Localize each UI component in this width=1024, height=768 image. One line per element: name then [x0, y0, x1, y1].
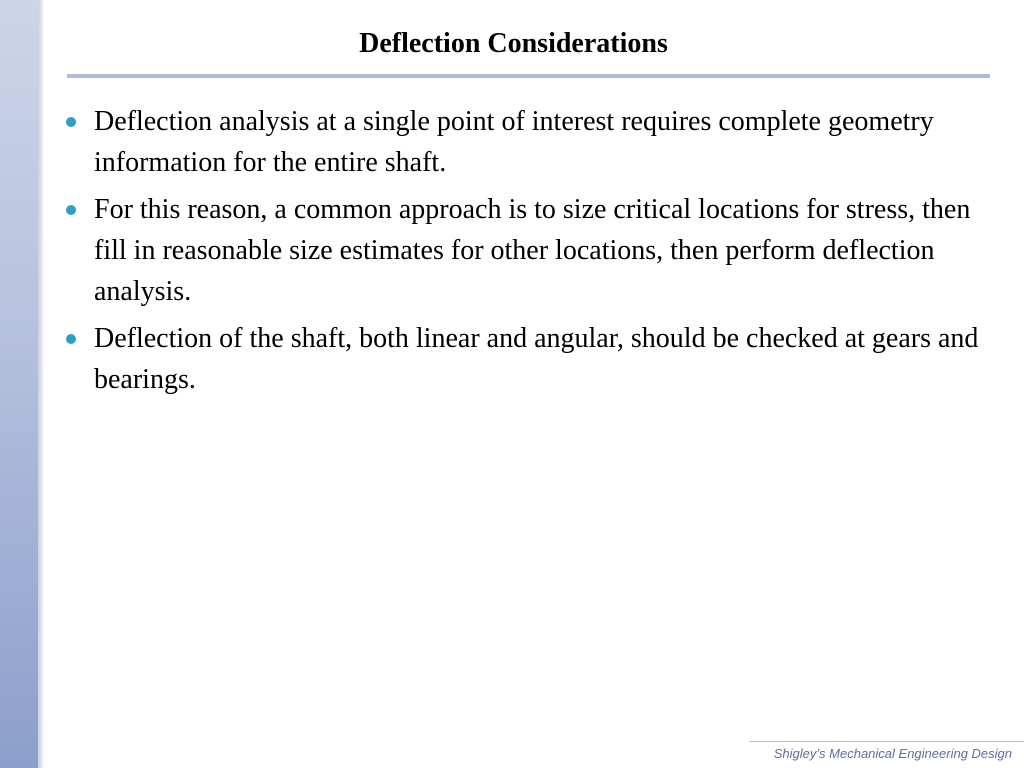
bullet-item	[66, 101, 996, 183]
title-underline	[67, 74, 990, 78]
footer-rule	[749, 741, 1024, 742]
bullet-text: Deflection analysis at a single point of interest requires complete geometry information for the entire shaft.	[94, 106, 934, 178]
bullet-dot-icon	[66, 205, 76, 215]
bullet-list	[66, 101, 996, 406]
slide-title: Deflection Considerations	[359, 28, 668, 59]
bullet-item	[66, 189, 996, 312]
left-accent-bar	[0, 0, 38, 768]
bullet-text: For this reason, a common approach is to size critical locations for stress, then fill in reasonable size estimates for other locations, then perform deflection analysis.	[94, 194, 971, 307]
bullet-text: Deflection of the shaft, both linear and angular, should be checked at gears and bearings.	[94, 323, 979, 395]
footer-book-title: Shigley’s Mechanical Engineering Design	[773, 746, 1012, 761]
bullet-dot-icon	[66, 117, 76, 127]
bullet-dot-icon	[66, 334, 76, 344]
bullet-item	[66, 318, 996, 400]
left-accent-bar-edge	[38, 0, 43, 768]
